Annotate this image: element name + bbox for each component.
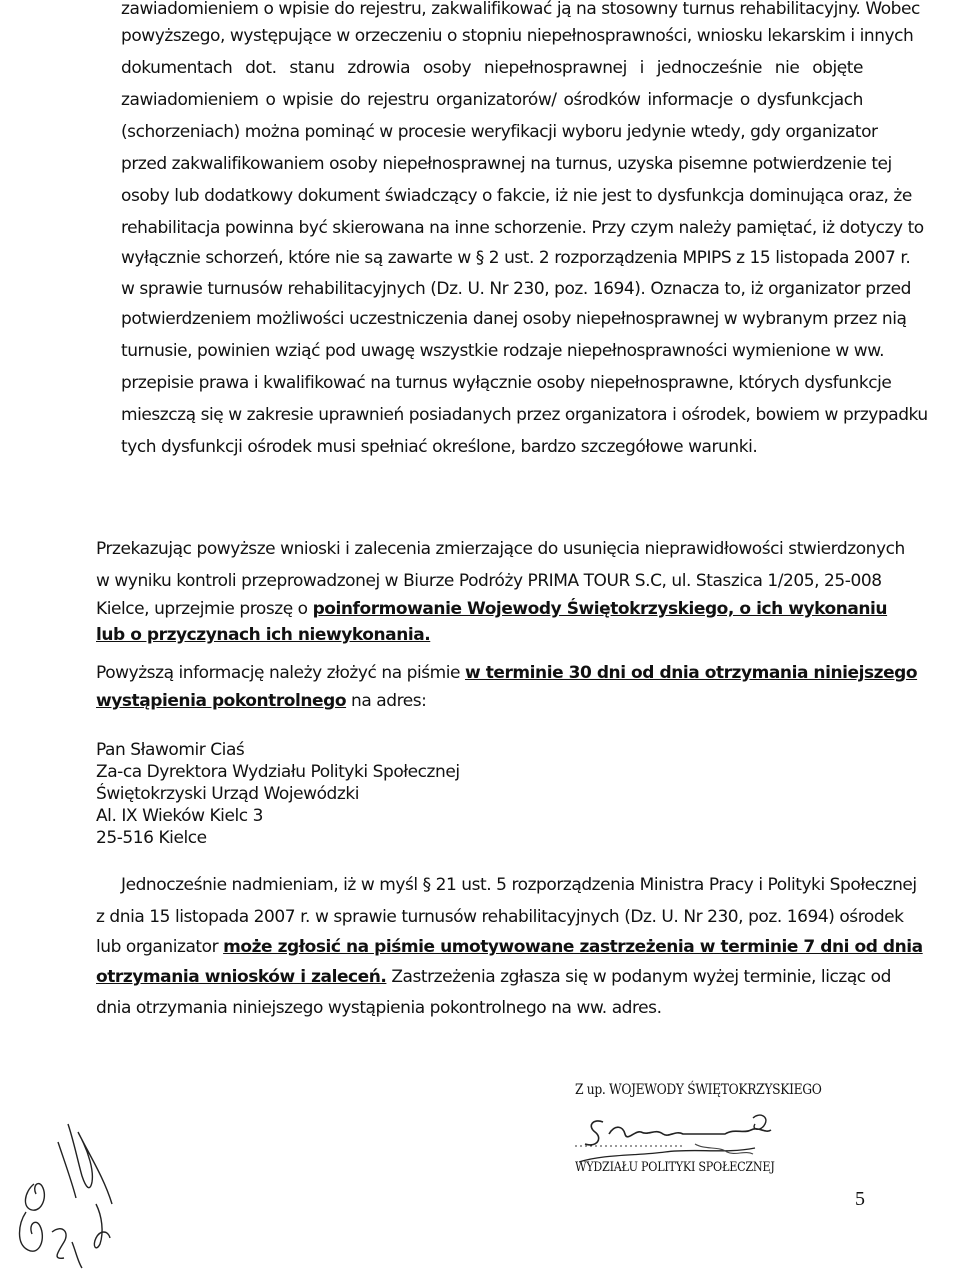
underlined-deadline: w terminie 30 dni od dnia otrzymania niniejszego xyxy=(464,663,918,683)
plain-text: na adres: xyxy=(346,691,427,711)
plain-text: Powyższą informację należy złożyć na piśmie xyxy=(96,663,465,683)
handwritten-initials xyxy=(12,1112,132,1272)
paragraph-line: Jednocześnie nadmieniam, iż w myśl § 21 ust. 5 rozporządzenia Ministra Pracy i Polityki Społecznej xyxy=(121,875,917,895)
address-line: Pan Sławomir Ciaś xyxy=(96,740,245,760)
stamp-department: WYDZIAŁU POLITYKI SPOŁECZNEJ xyxy=(575,1160,775,1175)
underlined-objection: może zgłosić na piśmie umotywowane zastrzeżenia w terminie 7 dni od dnia xyxy=(223,937,923,957)
paragraph-line: Przekazując powyższe wnioski i zalecenia zmierzające do usunięcia nieprawidłowości stwierdzonych xyxy=(96,539,905,559)
paragraph-line xyxy=(96,966,891,988)
paragraph-line: dokumentach dot. stanu zdrowia osoby niepełnosprawnej i jednocześnie nie objęte xyxy=(121,58,863,78)
plain-text: Kielce, uprzejmie proszę o xyxy=(96,599,313,619)
address-line: Za-ca Dyrektora Wydziału Polityki Społecznej xyxy=(96,762,460,782)
page-number: 5 xyxy=(855,1188,865,1210)
paragraph-line: mieszczą się w zakresie uprawnień posiadanych przez organizatora i ośrodek, bowiem w przypadku xyxy=(121,405,928,425)
paragraph-line: potwierdzeniem możliwości uczestniczenia danej osoby niepełnosprawnej w wybranym przez nią xyxy=(121,309,907,329)
paragraph-line: zawiadomieniem o wpisie do rejestru, zakwalifikować ją na stosowny turnus rehabilitacyjny. Wobec xyxy=(121,0,920,19)
paragraph-line xyxy=(96,624,430,646)
paragraph-line xyxy=(96,936,923,958)
paragraph-line xyxy=(96,690,426,712)
paragraph-line: z dnia 15 listopada 2007 r. w sprawie turnusów rehabilitacyjnych (Dz. U. Nr 230, poz. 1694) ośrodek xyxy=(96,907,904,927)
address-line: Al. IX Wieków Kielc 3 xyxy=(96,806,263,826)
paragraph-line: (schorzeniach) można pominąć w procesie weryfikacji wyboru jedynie wtedy, gdy organizator xyxy=(121,122,878,142)
paragraph-line: turnusie, powinien wziąć pod uwagę wszystkie rodzaje niepełnosprawności wymienione w ww. xyxy=(121,341,885,361)
paragraph-line: rehabilitacja powinna być skierowana na inne schorzenie. Przy czym należy pamiętać, iż dotyczy to xyxy=(121,218,924,238)
underlined-request: lub o przyczynach ich niewykonania. xyxy=(96,625,431,645)
paragraph-line: przed zakwalifikowaniem osoby niepełnosprawnej na turnus, uzyska pisemne potwierdzenie tej xyxy=(121,154,892,174)
paragraph-line: osoby lub dodatkowy dokument świadczący o fakcie, iż nie jest to dysfunkcja dominująca oraz, że xyxy=(121,186,912,206)
paragraph-line: tych dysfunkcji ośrodek musi spełniać określone, bardzo szczegółowe warunki. xyxy=(121,437,758,457)
stamp-header: Z up. WOJEWODY ŚWIĘTOKRZYSKIEGO xyxy=(575,1082,822,1098)
paragraph-line: dnia otrzymania niniejszego wystąpienia pokontrolnego na ww. adres. xyxy=(96,998,662,1018)
plain-text: Zastrzeżenia zgłasza się w podanym wyżej terminie, licząc od xyxy=(386,967,891,987)
paragraph-line: wyłącznie schorzeń, które nie są zawarte w § 2 ust. 2 rozporządzenia MPIPS z 15 listopada 2007 r. xyxy=(121,248,911,268)
paragraph-line xyxy=(96,598,887,620)
paragraph-line: w sprawie turnusów rehabilitacyjnych (Dz. U. Nr 230, poz. 1694). Oznacza to, iż organizator przed xyxy=(121,279,912,299)
paragraph-line: powyższego, występujące w orzeczeniu o stopniu niepełnosprawności, wniosku lekarskim i innych xyxy=(121,26,914,46)
paragraph-line: przepisie prawa i kwalifikować na turnus wyłącznie osoby niepełnosprawne, których dysfunkcje xyxy=(121,373,892,393)
paragraph-line: w wyniku kontroli przeprowadzonej w Biurze Podróży PRIMA TOUR S.C, ul. Staszica 1/205, 25-008 xyxy=(96,571,882,591)
underlined-objection: otrzymania wniosków i zaleceń. xyxy=(96,967,387,987)
address-line: 25-516 Kielce xyxy=(96,828,207,848)
plain-text: lub organizator xyxy=(96,937,224,957)
underlined-deadline: wystąpienia pokontrolnego xyxy=(96,691,347,711)
paragraph-line xyxy=(96,662,917,684)
address-line: Świętokrzyski Urząd Wojewódzki xyxy=(96,784,360,804)
paragraph-line: zawiadomieniem o wpisie do rejestru organizatorów/ ośrodków informacje o dysfunkcjach xyxy=(121,90,863,110)
signature-stamp xyxy=(575,1082,865,1192)
underlined-request: poinformowanie Wojewody Świętokrzyskiego, o ich wykonaniu xyxy=(312,599,888,619)
